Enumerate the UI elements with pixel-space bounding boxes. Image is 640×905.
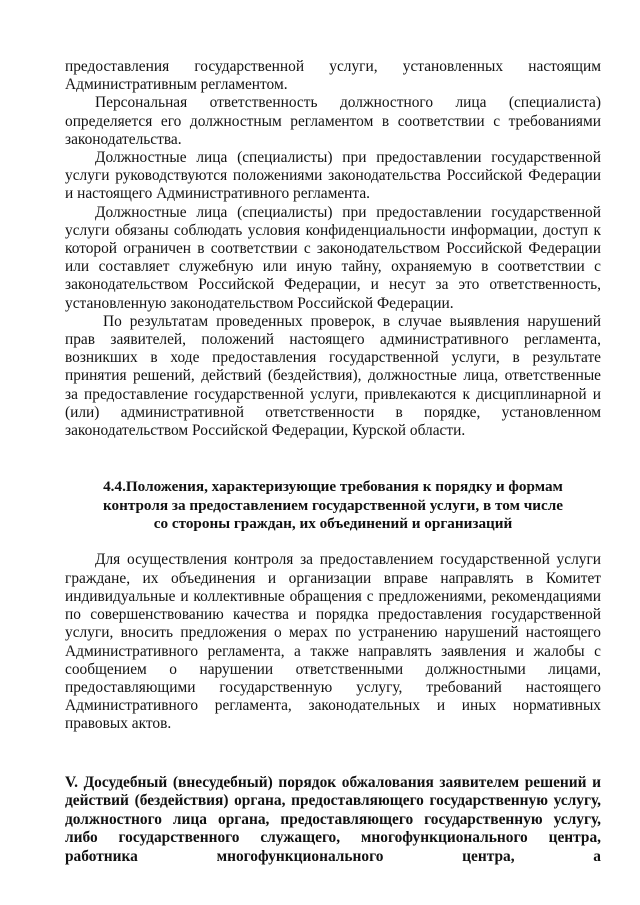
paragraph-responsibility-continuation: предоставления государственной услуги, установленных настоящим Административным регламентом.: [65, 58, 601, 94]
paragraph-citizen-control: Для осуществления контроля за предоставлением государственной услуги граждане, их объединения и организации вправе направлять в Комитет индивидуальные и коллективные обращения с предложениями, рекомендациями по совершенствованию качества и порядка предоставления государственной услуги, вносить предложения о мерах по устранению нарушений настоящего Административного регламента, а также направлять заявления и жалобы с сообщением о нарушении ответственными должностными лицами, предоставляющими государственную услугу, требований настоящего Административного регламента, законодательных и иных нормативных правовых актов.: [65, 551, 601, 733]
section-4-4-heading: 4.4.Положения, характеризующие требования к порядку и формам контроля за предоставлением государственной услуги, в том числе со стороны граждан, их объединений и организаций: [102, 478, 564, 533]
paragraph-inspection-results: По результатам проведенных проверок, в случае выявления нарушений прав заявителей, положений настоящего административного регламента, возникших в ходе предоставления государственной услуги, в результате принятия решений, действий (бездействия), должностные лица, ответственные за предоставление государственной услуги, привлекаются к дисциплинарной и (или) административной ответственности в порядке, установленном законодательством Российской Федерации, Курской области.: [65, 312, 601, 440]
paragraph-officials-guided: Должностные лица (специалисты) при предоставлении государственной услуги руководствуются положениями законодательства Российской Федерации и настоящего Административного регламента.: [65, 149, 601, 203]
document-page: [65, 58, 601, 866]
section-v-heading: V. Досудебный (внесудебный) порядок обжалования заявителем решений и действий (бездействия) органа, предоставляющего государственную услугу, должностного лица органа, предоставляющего государственную услугу, либо государственного служащего, многофункционального центра, работника многофункционального центра, а: [65, 773, 601, 865]
paragraph-confidentiality: Должностные лица (специалисты) при предоставлении государственной услуги обязаны соблюдать условия конфиденциальности информации, доступ к которой ограничен в соответствии с законодательством Российской Федерации или составляет служебную или иную тайну, охраняемую в соответствии с законодательством Российской Федерации, и несут за это ответственность, установленную законодательством Российской Федерации.: [65, 203, 601, 312]
paragraph-personal-responsibility: Персональная ответственность должностного лица (специалиста) определяется его должностным регламентом в соответствии с требованиями законодательства.: [65, 94, 601, 148]
